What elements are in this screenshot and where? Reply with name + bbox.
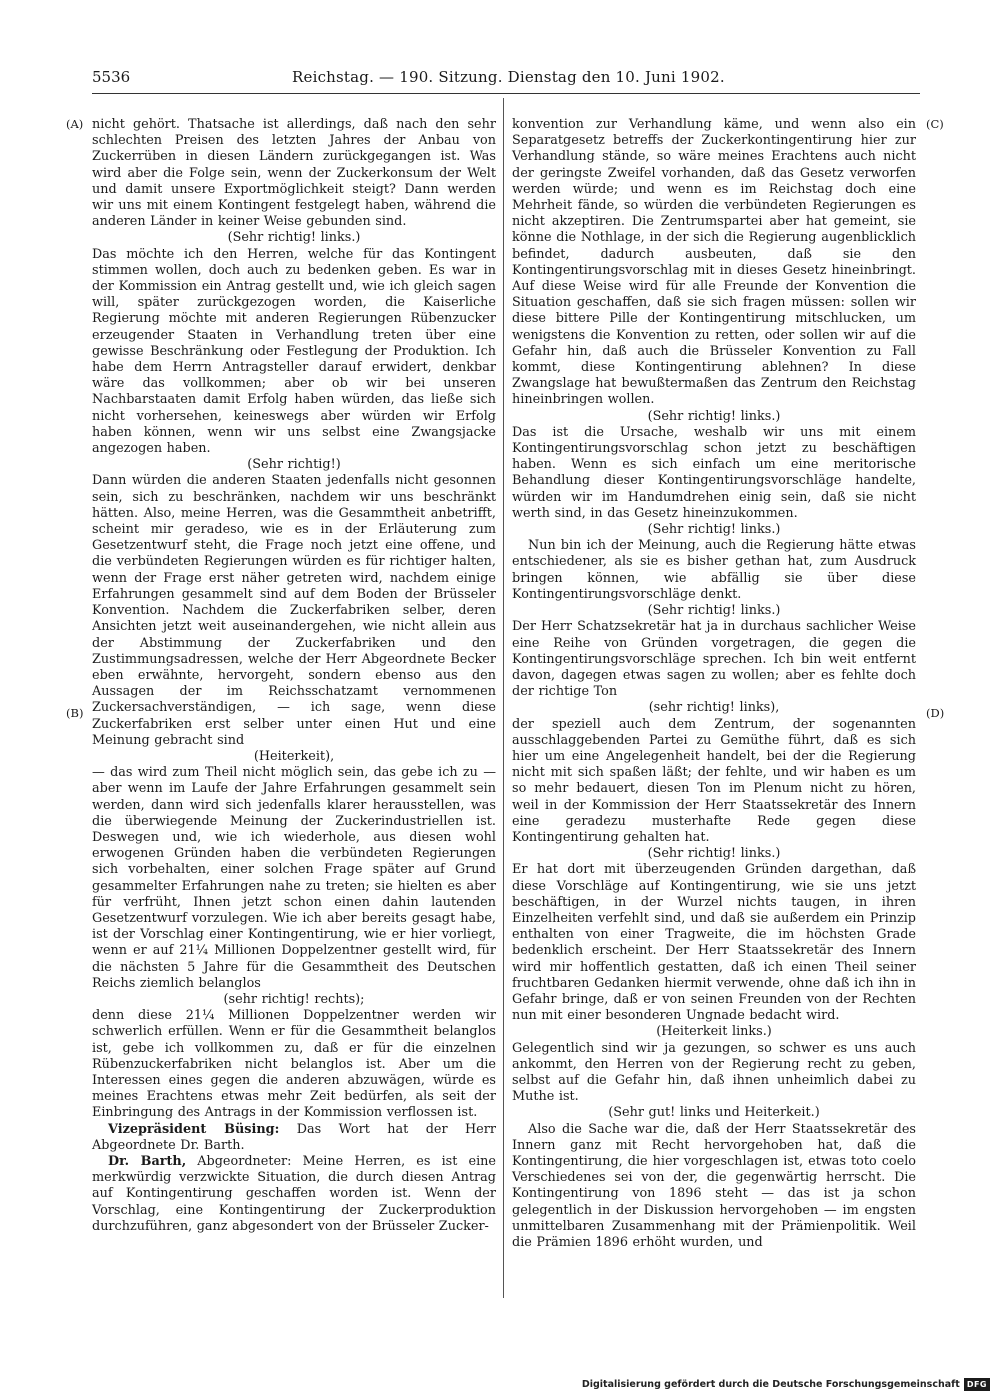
interjection: (Sehr richtig! links.) bbox=[647, 603, 781, 619]
paragraph: Er hat dort mit überzeugenden Gründen dargethan, daß diese Vorschläge auf Kontingentirung, wie sie uns jetzt beschäftigen, in der Wurzel nichts taugen, in ihren Einzelheiten verfehlt sind, und daß sie außerdem ein Prinzip enthalten von einer Tragweite, die im höchsten Grade bedenklich erscheint. Der Herr Staatssekretär des Innern wird mir hoffentlich gestatten, daß ich einen Theil seiner fruchtbaren Gedanken hiermit verwende, ohne daß ich ihn in Gefahr bringe, daß er von seinen Freunden von der Rechten nun mit einer besonderen Ungnade bedacht wird. bbox=[512, 862, 916, 1024]
paragraph: Dann würden die anderen Staaten jedenfalls nicht gesonnen sein, sich zu beschränken, nachdem wir uns beschränkt hätten. Also, meine Herren, was die Gesammtheit anbetrifft, scheint mir geradeso, wie es in der Erläuterung zum Gesetzentwurf steht, die Frage noch jetzt eine offene, und die verbündeten Regierungen würden es für richtiger halten, wenn der Frage erst näher getreten wird, nachdem einige Erfahrungen gesammelt sind auf dem Boden der Brüsseler Konvention. Nachdem die Zuckerfabriken selber, deren Ansichten jetzt weit auseinandergehen, wie nicht allein aus der Abstimmung der Zuckerfabriken und den Zustimmungsadressen, welche der Herr Abgeordnete Becker eben erwähnte, hervorgeht, sondern ebenso aus den Aussagen der im Reichsschatzamt vernommenen Zuckersachverständigen, — ich sage, wenn diese Zuckerfabriken erst selber unter einen Hut und eine Meinung gebracht sind bbox=[92, 473, 496, 748]
paragraph: konvention zur Verhandlung käme, und wenn also ein Separatgesetz betreffs der Zuckerkontingentirung hier zur Verhandlung stände, so wäre meines Erachtens auch nicht der geringste Zweifel vorhanden, daß das Gesetz verworfen werden würde; und wenn es im Reichstag doch eine Mehrheit fände, so würden die verbündeten Regierungen es nicht akzeptiren. Die Zentrumspartei aber hat gemeint, sie könne die Nothlage, in der sich die Regierung augenblicklich befindet, dadurch ausbeuten, daß sie den Kontingentirungsvorschlag mit in dieses Gesetz hineinbringt. Auf diese Weise wird für alle Freunde der Konvention die Situation geschaffen, daß sie sich fragen müssen: sollen wir diese bittere Pille der Kontingentirung mitschlucken, um wenigstens die Konvention zu retten, oder sollen wir auf die Gefahr hin, daß auch die Brüsseler Konvention zu Fall kommt, diese Kontingentirung ablehnen? In diese Zwangslage hat bewußtermaßen das Zentrum den Reichstag hineinbringen wollen. bbox=[512, 117, 916, 408]
running-title: Reichstag. — 190. Sitzung. Dienstag den 10. Juni 1902. bbox=[292, 68, 725, 86]
paragraph: Das ist die Ursache, weshalb wir uns mit einem Kontingentirungsvorschlag schon jetzt zu beschäftigen haben. Wenn es sich einfach um eine meritorische Behandlung dieser Kontingentirungsvorschläge handelte, würden wir im Handumdrehen einig sein, daß sie nicht werth sind, in das Gesetz hineinzukommen. bbox=[512, 424, 916, 521]
dfg-logo-icon: DFG bbox=[964, 1378, 990, 1391]
paragraph: der speziell auch dem Zentrum, der sogenannten ausschlaggebenden Partei zu Gemüthe führt, daß es sich hier um eine Angelegenheit handelt, bei der die Regierung nicht mit sich spaßen läßt; der fehlte, und wir haben es um so mehr bedauert, diesen Ton im Plenum nicht zu hören, weil in der Kommission der Herr Staatssekretär des Innern eine geradezu musterhafte Rede gegen diese Kontingentirung gehalten hat. bbox=[512, 716, 916, 845]
speech-text: Abgeordneter: Meine Herren, es ist eine merkwürdig verzwickte Situation, die durch diesen Antrag auf Kontingentirung geschaffen worden ist. Wenn der Vorschlag, eine Kontingentirung der Zuckerproduktion durchzuführen, ganz abgesondert von der Brüsseler Zucker- bbox=[92, 1154, 496, 1234]
interjection: (Sehr richtig! links.) bbox=[227, 230, 361, 246]
margin-marker-b: (B) bbox=[66, 706, 84, 720]
paragraph: Das möchte ich den Herren, welche für das Kontingent stimmen wollen, doch auch zu bedenken geben. Es war in der Kommission ein Antrag gestellt und, wie ich gleich sagen will, später zurückgezogen worden, die Kaiserliche Regierung möchte mit anderen Regierungen Rübenzucker erzeugender Staaten in Verhandlung treten über eine gewisse Beschränkung oder Festlegung der Produktion. Ich habe dem Herrn Antragsteller darauf erwidert, denkbar wäre das vollkommen; aber ob wir bei unseren Nachbarstaaten damit Erfolg haben würden, das ließe sich nicht vorhersehen, keineswegs aber würden wir Erfolg haben können, wenn wir uns selbst eine Zwangsjacke angezogen haben. bbox=[92, 246, 496, 457]
interjection: (sehr richtig! links), bbox=[648, 700, 780, 716]
speech-text: Das Wort hat der Herr Abgeordnete Dr. Barth. bbox=[92, 1121, 496, 1153]
left-column bbox=[92, 117, 496, 1235]
interjection: (Sehr richtig! links.) bbox=[647, 522, 781, 538]
paragraph: — das wird zum Theil nicht möglich sein, das gebe ich zu — aber wenn im Laufe der Jahre Erfahrungen gesammelt sein werden, dann wird sich jedenfalls klarer herausstellen, was die überwiegende Meinung der Zuckerindustriellen ist. Deswegen und, wie ich wiederhole, aus diesen wohl erwogenen Gründen haben die verbündeten Regierungen sich vorbehalten, einer solchen Frage später auf Grund gesammelter Erfahrungen nahe zu treten; sie hielten es aber für verfrüht, Ihnen jetzt schon einen dahin lautenden Gesetzentwurf vorzulegen. Wie ich aber bereits gesagt habe, ist der Vorschlag einer Kontingentirung, wie er hier vorliegt, wenn er auf 21¼ Millionen Doppelzentner gestellt wird, für die nächsten 5 Jahre für die Gesammtheit des Deutschen Reichs ziemlich belanglos bbox=[92, 765, 496, 991]
digitization-credit bbox=[582, 1378, 990, 1391]
paragraph: denn diese 21¼ Millionen Doppelzentner werden wir schwerlich erfüllen. Wenn er für die Gesammtheit belanglos ist, gebe ich vollkommen zu, daß er für die einzelnen Rübenzuckerfabriken nicht belanglos ist. Aber um die Interessen eines gegen die anderen abzuwägen, würde es meines Erachtens etwas mehr Zeit bedürfen, als seit der Einbringung des Antrags in der Kommission verflossen ist. bbox=[92, 1008, 496, 1121]
interjection: (Heiterkeit), bbox=[253, 748, 335, 764]
interjection: (Sehr richtig!) bbox=[247, 457, 341, 473]
paragraph: Nun bin ich der Meinung, auch die Regierung hätte etwas entschiedener, als sie es bisher gethan hat, zum Ausdruck bringen können, wie abfällig sie über diese Kontingentirungsvorschläge denkt. bbox=[512, 538, 916, 602]
speaker-paragraph bbox=[92, 1154, 496, 1235]
speaker-name: Vizepräsident Büsing: bbox=[108, 1121, 280, 1137]
paragraph: Der Herr Schatzsekretär hat ja in durchaus sachlicher Weise eine Reihe von Gründen vorgetragen, die gegen die Kontingentirungsvorschläge sprechen. Ich bin weit entfernt davon, dagegen etwas sagen zu wollen; aber es fehlte doch der richtige Ton bbox=[512, 619, 916, 700]
interjection: (sehr richtig! rechts); bbox=[223, 991, 365, 1007]
paragraph: nicht gehört. Thatsache ist allerdings, daß nach den sehr schlechten Preisen des letzten Jahres der Anbau von Zuckerrüben in diesen Ländern zurückgegangen ist. Was wird aber die Folge sein, wenn der Zuckerkonsum der Welt und damit unsere Exportmöglichkeit steigt? Dann werden wir uns mit einem Kontingent festgelegt haben, während die anderen Länder in keiner Weise gebunden sind. bbox=[92, 117, 496, 230]
column-divider bbox=[503, 98, 504, 1298]
interjection: (Sehr richtig! links.) bbox=[647, 408, 781, 424]
speaker-name: Dr. Barth, bbox=[108, 1154, 187, 1169]
margin-marker-d: (D) bbox=[926, 706, 945, 720]
interjection: (Heiterkeit links.) bbox=[656, 1024, 772, 1040]
paragraph: Also die Sache war die, daß der Herr Staatssekretär des Innern ganz mit Recht hervorgehoben hat, daß die Kontingentirung, die hier vorgeschlagen ist, etwas toto coelo Verschiedenes sei von der, die gegenwärtig herrscht. Die Kontingentirung von 1896 steht — das ist ja schon gelegentlich in der Diskussion hervorgehoben — im engsten unmittelbaren Zusammenhang mit der Prämienpolitik. Weil die Prämien 1896 erhöht wurden, und bbox=[512, 1121, 916, 1251]
interjection: (Sehr gut! links und Heiterkeit.) bbox=[608, 1105, 820, 1121]
page-number: 5536 bbox=[92, 68, 131, 86]
credit-text: Digitalisierung gefördert durch die Deutsche Forschungsgemeinschaft bbox=[581, 1379, 960, 1390]
right-column bbox=[512, 117, 916, 1251]
margin-marker-a: (A) bbox=[66, 117, 84, 131]
speaker-paragraph bbox=[92, 1122, 496, 1154]
margin-marker-c: (C) bbox=[926, 117, 944, 131]
paragraph: Gelegentlich sind wir ja gezungen, so schwer es uns auch ankommt, den Herren von der Regierung recht zu geben, selbst auf die Gefahr hin, daß ihnen unheimlich dabei zu Muthe ist. bbox=[512, 1040, 916, 1105]
interjection: (Sehr richtig! links.) bbox=[647, 846, 781, 862]
header-rule bbox=[92, 93, 920, 94]
page-header bbox=[92, 68, 920, 90]
